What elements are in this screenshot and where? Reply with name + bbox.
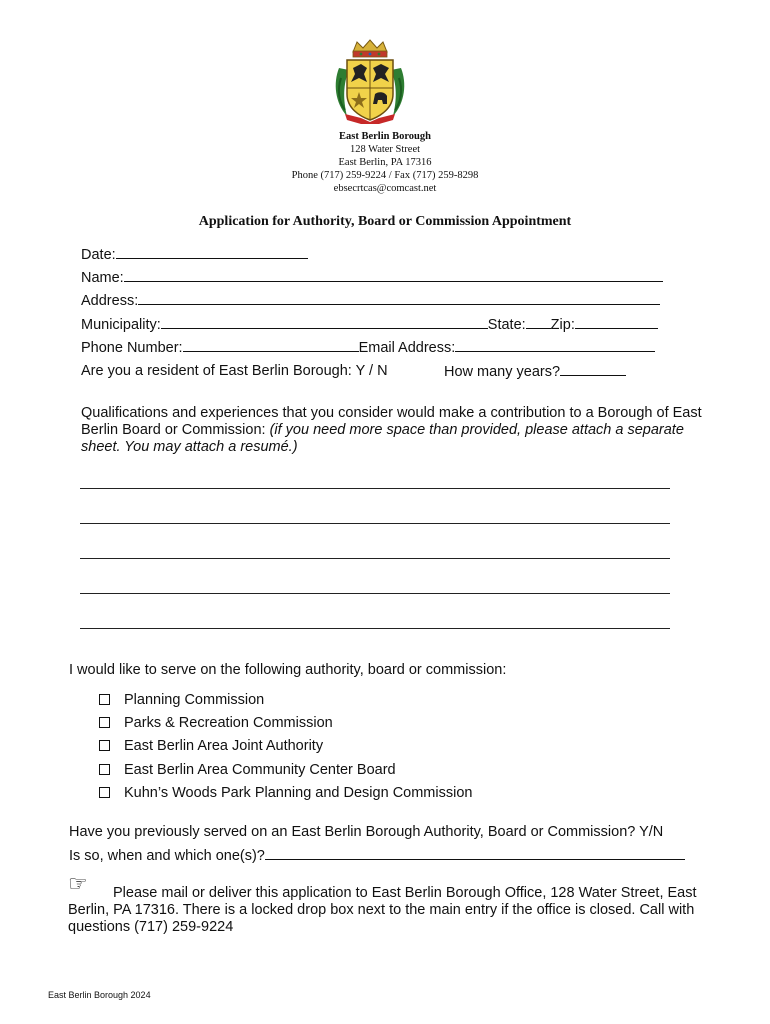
option-label: Parks & Recreation Commission — [124, 715, 333, 731]
footer-text: East Berlin Borough 2024 — [48, 990, 151, 1000]
address-field[interactable] — [138, 291, 660, 305]
email-field[interactable] — [455, 338, 655, 352]
served-followup-field[interactable] — [265, 846, 685, 860]
zip-label: Zip: — [550, 317, 575, 333]
checkbox[interactable] — [99, 740, 110, 751]
state-label: State: — [487, 317, 526, 333]
option-community-center-board[interactable] — [99, 761, 396, 779]
years-question: How many years? — [444, 364, 561, 380]
checkbox[interactable] — [99, 694, 110, 705]
zip-field[interactable] — [575, 315, 658, 329]
option-parks-recreation[interactable] — [99, 714, 333, 732]
resident-question: Are you a resident of East Berlin Borough: Y / N — [81, 363, 388, 379]
option-kuhns-woods[interactable] — [99, 784, 472, 802]
option-label: Planning Commission — [124, 692, 265, 708]
qualifications-note: (if you need more space than provided, please attach a separate sheet. You may attach a resumé.) — [81, 422, 684, 455]
phone-field[interactable] — [183, 338, 359, 352]
qualifications-line-1[interactable] — [80, 488, 670, 489]
phone-label: Phone Number: — [81, 340, 183, 356]
name-row — [81, 268, 663, 287]
qualifications-line-3[interactable] — [80, 558, 670, 559]
borough-crest-logo — [331, 38, 409, 124]
address-row — [81, 291, 660, 310]
qualifications-text: Qualifications and experiences that you consider would make a contribution to a Borough of East Berlin Board or Commission: — [81, 405, 702, 438]
years-row — [444, 362, 626, 381]
name-label: Name: — [81, 270, 124, 286]
municipality-label: Municipality: — [81, 317, 161, 333]
phone-email-row — [81, 338, 655, 357]
qualifications-line-4[interactable] — [80, 593, 670, 594]
option-label: East Berlin Area Community Center Board — [124, 762, 396, 778]
header-email: ebsecrtcas@comcast.net — [333, 183, 437, 194]
resident-row — [81, 362, 388, 380]
served-followup-label: Is so, when and which one(s)? — [69, 848, 265, 864]
option-label: Kuhn’s Woods Park Planning and Design Commission — [124, 785, 473, 801]
checkbox[interactable] — [99, 764, 110, 775]
serve-prompt: I would like to serve on the following authority, board or commission: — [69, 662, 507, 678]
municipality-field[interactable] — [161, 315, 488, 329]
checkbox[interactable] — [99, 717, 110, 728]
qualifications-paragraph — [81, 405, 711, 456]
served-followup-row — [69, 846, 685, 865]
qualifications-line-5[interactable] — [80, 628, 670, 629]
date-row — [81, 245, 308, 264]
form-title: Application for Authority, Board or Commission Appointment — [198, 214, 572, 229]
header-street: 128 Water Street — [349, 144, 421, 155]
option-joint-authority[interactable] — [99, 737, 323, 755]
header-org-name: East Berlin Borough — [339, 131, 431, 142]
municipality-row — [81, 315, 658, 334]
date-field[interactable] — [116, 245, 308, 259]
served-question: Have you previously served on an East Berlin Borough Authority, Board or Commission? Y/N — [69, 824, 664, 840]
qualifications-line-2[interactable] — [80, 523, 670, 524]
state-field[interactable] — [526, 315, 551, 329]
years-field[interactable] — [560, 362, 626, 376]
header-phone-fax: Phone (717) 259-9224 / Fax (717) 259-8298 — [291, 170, 479, 181]
option-planning-commission[interactable] — [99, 691, 264, 709]
date-label: Date: — [81, 247, 116, 263]
address-label: Address: — [81, 293, 139, 309]
name-field[interactable] — [124, 268, 663, 282]
option-label: East Berlin Area Joint Authority — [124, 738, 324, 754]
pointing-hand-icon: ☞ — [68, 871, 88, 896]
header-city: East Berlin, PA 17316 — [338, 157, 432, 168]
checkbox[interactable] — [99, 787, 110, 798]
instructions-paragraph: Please mail or deliver this application to East Berlin Borough Office, 128 Water Street, East Berlin, PA 17316. There is a locked drop box next to the main entry if the office is closed. Call with questions (717) 259-9224 — [68, 885, 697, 935]
email-label: Email Address: — [358, 340, 456, 356]
